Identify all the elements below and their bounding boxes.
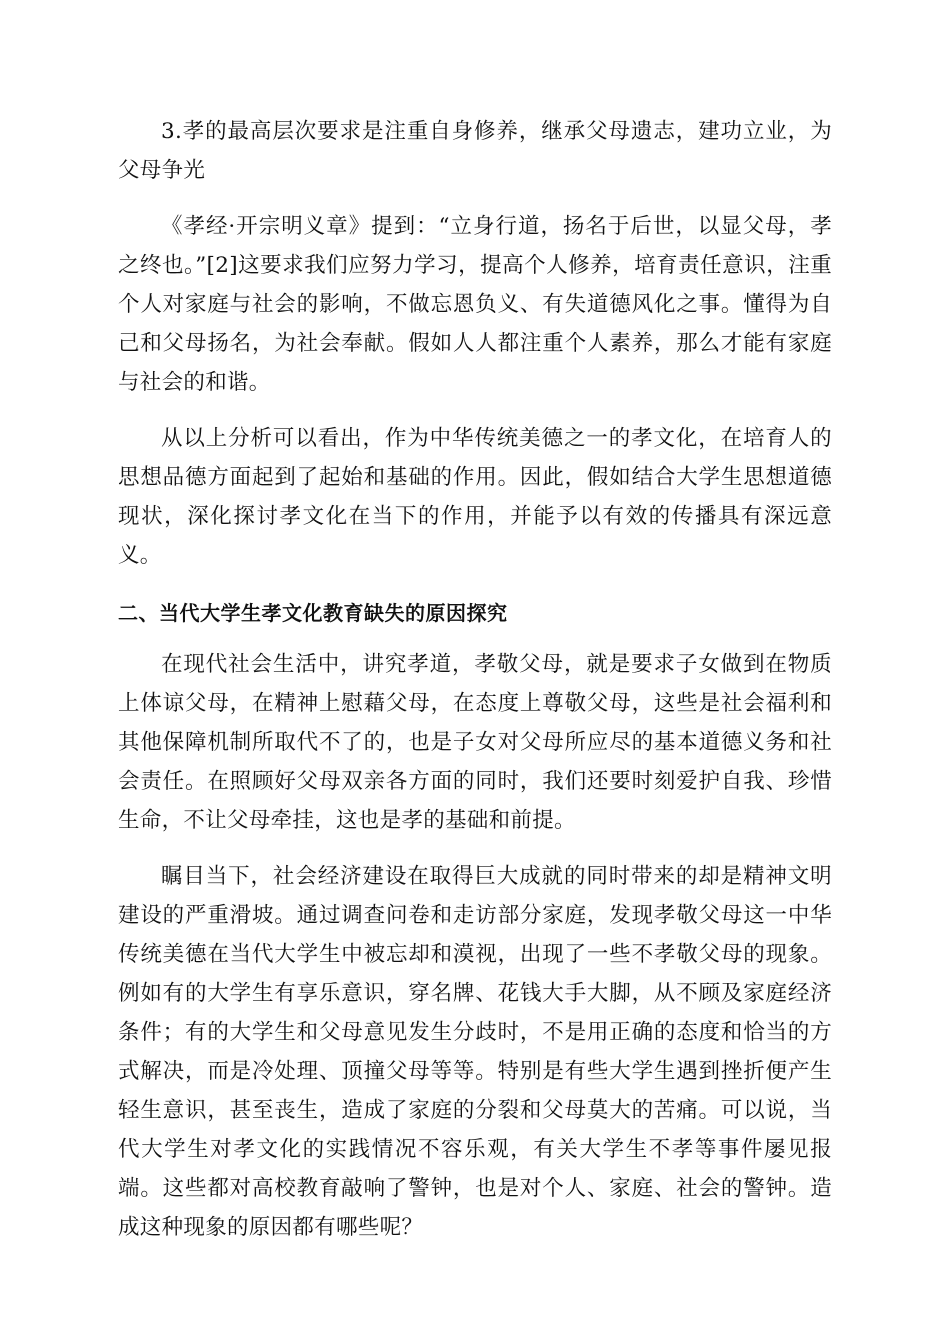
paragraph-analysis-summary: 从以上分析可以看出，作为中华传统美德之一的孝文化，在培育人的思想品德方面起到了起始和基础的作用。因此，假如结合大学生思想道德现状，深化探讨孝文化在当下的作用，并能予以有效的传播具有深远意义。 xyxy=(118,426,832,568)
paragraph-filial-highest-level: 3.孝的最高层次要求是注重自身修养，继承父母遗志，建功立业，为父母争光 xyxy=(118,119,832,183)
paragraph-current-situation: 瞩目当下，社会经济建设在取得巨大成就的同时带来的却是精神文明建设的严重滑坡。通过调查问卷和走访部分家庭，发现孝敬父母这一中华传统美德在当代大学生中被忘却和漠视，出现了一些不孝敬父母的现象。例如有的大学生有享乐意识，穿名牌、花钱大手大脚，从不顾及家庭经济条件；有的大学生和父母意见发生分歧时，不是用正确的态度和恰当的方式解决，而是冷处理、顶撞父母等等。特别是有些大学生遇到挫折便产生轻生意识，甚至丧生，造成了家庭的分裂和父母莫大的苦痛。可以说，当代大学生对孝文化的实践情况不容乐观，有关大学生不孝等事件屡见报端。这些都对高校教育敲响了警钟，也是对个人、家庭、社会的警钟。造成这种现象的原因都有哪些呢？ xyxy=(118,864,832,1240)
section-heading: 二、当代大学生孝文化教育缺失的原因探究 xyxy=(118,601,508,625)
paragraph-xiaojing-quote: 《孝经·开宗明义章》提到：“立身行道，扬名于后世，以显父母，孝之终也。”[2]这要求我们应努力学习，提高个人修养，培育责任意识，注重个人对家庭与社会的影响，不做忘恩负义、有失道德风化之事。懂得为自己和父母扬名，为社会奉献。假如人人都注重个人素养，那么才能有家庭与社会的和谐。 xyxy=(118,214,832,395)
document-page xyxy=(118,112,832,1247)
paragraph-modern-society: 在现代社会生活中，讲究孝道，孝敬父母，就是要求子女做到在物质上体谅父母，在精神上慰藉父母，在态度上尊敬父母，这些是社会福利和其他保障机制所取代不了的，也是子女对父母所应尽的基本道德义务和社会责任。在照顾好父母双亲各方面的同时，我们还要时刻爱护自我、珍惜生命，不让父母牵挂，这也是孝的基础和前提。 xyxy=(118,652,832,833)
